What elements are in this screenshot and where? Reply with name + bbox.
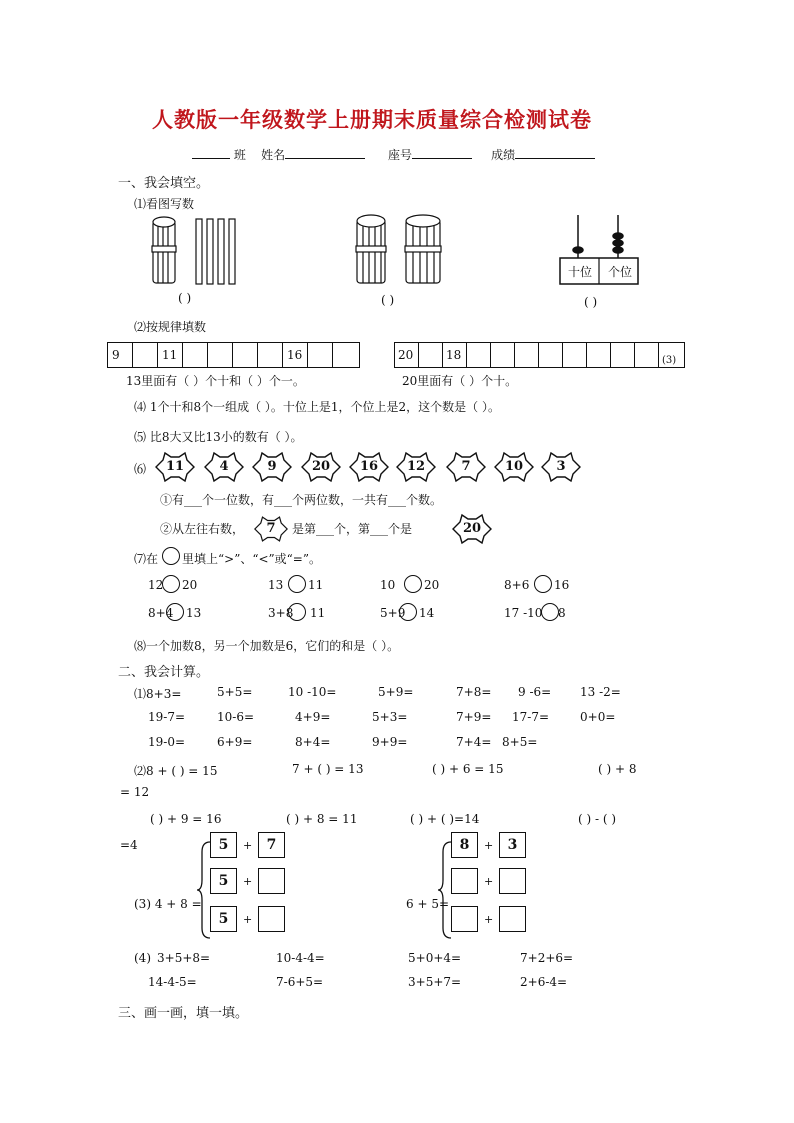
compare-right: 11 [310, 606, 326, 620]
seq1-cell[interactable] [133, 343, 158, 367]
calc-item[interactable]: 4+9= [295, 710, 331, 724]
fill-blank-equation[interactable]: ( ) + 8 [598, 762, 637, 776]
q6-line-b-mid: 是第___个，第___个是 [292, 522, 413, 536]
decompose-box: 5 [210, 906, 237, 932]
number-star-value: 20 [311, 459, 331, 474]
calc-item[interactable]: ⑴8+3= [134, 687, 182, 701]
number-star [349, 451, 389, 483]
compare-circle[interactable] [534, 575, 552, 593]
q1-answer-3[interactable]: ( ) [584, 295, 598, 309]
compare-right: 16 [554, 578, 570, 592]
decompose-box[interactable] [499, 906, 526, 932]
compare-right: 14 [419, 606, 435, 620]
plus-sign: + [243, 913, 253, 926]
number-star-value: 16 [359, 459, 379, 474]
fill-blank-equation[interactable]: ( ) + 6 = 15 [432, 762, 504, 776]
number-star [446, 451, 486, 483]
number-star [541, 451, 581, 483]
plus-sign: + [484, 839, 494, 852]
section-2-heading: 二、我会计算。 [118, 665, 210, 680]
calc-item[interactable]: 2+6-4= [520, 975, 568, 989]
q7-post: 里填上“>”、“<”或“=”。 [182, 552, 321, 566]
number-star [204, 451, 244, 483]
calc-item[interactable]: 0+0= [580, 710, 616, 724]
calc-item[interactable]: 10-6= [217, 710, 255, 724]
compare-left: 5+9 [380, 606, 406, 620]
calc-item[interactable]: 8+4= [295, 735, 331, 749]
calc-item[interactable]: 17-7= [512, 710, 550, 724]
stick-bundle-picture-2 [354, 210, 449, 288]
compare-left: 8+6 [504, 578, 530, 592]
student-info-line [192, 146, 595, 163]
compare-left: 13 [268, 578, 284, 592]
seq1-cell[interactable]: 9 [108, 343, 133, 367]
calc-item[interactable]: 10-4-4= [276, 951, 325, 965]
abacus-tens-label: 十位 [568, 265, 593, 279]
plus-sign: + [243, 839, 253, 852]
number-star-value: 11 [165, 459, 185, 474]
compare-circle[interactable] [166, 603, 184, 621]
q4-label: (4) [134, 951, 151, 965]
score-blank[interactable] [515, 146, 595, 159]
plus-sign: + [484, 875, 494, 888]
compare-circle[interactable] [162, 575, 180, 593]
q2-label: ⑵按规律填数 [134, 320, 207, 334]
number-star-value: 4 [219, 459, 229, 474]
page-title: 人教版一年级数学上册期末质量综合检测试卷 [152, 107, 592, 132]
q1-answer-1[interactable]: ( ) [178, 291, 192, 305]
decompose-box: 8 [451, 832, 478, 858]
calc-item[interactable]: 6+9= [217, 735, 253, 749]
number-star-value: 12 [406, 459, 426, 474]
q3-line-a: 13里面有（ ）个十和（ ）个一。 [126, 374, 305, 388]
calc-item[interactable]: 9 -6= [518, 685, 552, 699]
compare-circle[interactable] [404, 575, 422, 593]
compare-left: 17 -10 [504, 606, 543, 620]
q7-pre: ⑺在 [134, 552, 159, 566]
q6-line-b-pre: ②从左往右数， [160, 522, 245, 536]
class-label: 班 [233, 148, 246, 162]
q2-line2-wrap: =4 [120, 838, 138, 852]
calc-item[interactable]: 7+9= [456, 710, 492, 724]
seq1-cell[interactable] [308, 343, 333, 367]
calc-item[interactable]: 8+5= [502, 735, 538, 749]
q3-line-b: 20里面有（ ）个十。 [402, 374, 518, 388]
compare-right: 13 [186, 606, 202, 620]
decompose-box: 7 [258, 832, 285, 858]
seq1-cell[interactable] [258, 343, 283, 367]
number-star [301, 451, 341, 483]
seat-label: 座号 [388, 148, 413, 162]
decompose-box[interactable] [258, 868, 285, 894]
calc-item[interactable]: 3+5+8= [157, 951, 211, 965]
compare-circle[interactable] [288, 575, 306, 593]
decompose-box: 5 [210, 832, 237, 858]
calc-item[interactable]: 5+0+4= [408, 951, 462, 965]
q3-right-label: 6 + 5= [406, 897, 450, 911]
decompose-box[interactable] [451, 868, 478, 894]
seq2-cell[interactable] [611, 343, 635, 367]
star-badge-7-value: 7 [266, 521, 276, 536]
number-star [494, 451, 534, 483]
calc-item[interactable]: 13 -2= [580, 685, 621, 699]
seq1-cell[interactable] [333, 343, 359, 367]
compare-right: 8 [558, 606, 566, 620]
fill-blank-equation[interactable]: ( ) - ( ) [578, 812, 617, 826]
star-badge-7 [254, 513, 288, 545]
q7-example-circle [162, 547, 180, 565]
number-star [396, 451, 436, 483]
decompose-box[interactable] [258, 906, 285, 932]
abacus-ones-label: 个位 [608, 265, 633, 279]
seq2-cell[interactable] [563, 343, 587, 367]
compare-circle[interactable] [288, 603, 306, 621]
seq1-cell[interactable] [208, 343, 233, 367]
calc-item[interactable]: 19-7= [148, 710, 186, 724]
seq1-cell[interactable]: 11 [158, 343, 183, 367]
decompose-box: 5 [210, 868, 237, 894]
number-star-value: 9 [267, 459, 277, 474]
star-badge-20-value: 20 [462, 521, 482, 536]
seq2-cell[interactable] [419, 343, 443, 367]
compare-right: 20 [182, 578, 198, 592]
fill-blank-equation[interactable]: ( ) + ( )=14 [410, 812, 480, 826]
plus-sign: + [243, 875, 253, 888]
calc-item[interactable]: 5+3= [372, 710, 408, 724]
seq2-cell[interactable]: 20 [395, 343, 419, 367]
decompose-box[interactable] [451, 906, 478, 932]
compare-circle[interactable] [541, 603, 559, 621]
section-3-heading: 三、画一画，填一填。 [118, 1006, 249, 1021]
q3-marker: (3) [662, 355, 677, 366]
name-label: 姓名 [261, 148, 286, 162]
q1-label: ⑴看图写数 [134, 197, 195, 211]
q3-left-label: (3) 4 + 8 = [134, 897, 202, 911]
calc-item[interactable]: 9+9= [372, 735, 408, 749]
compare-right: 20 [424, 578, 440, 592]
q4-line: ⑷ 1个十和8个一组成（ ）。十位上是1，个位上是2，这个数是（ ）。 [134, 400, 500, 414]
number-star [155, 451, 195, 483]
score-label: 成绩 [491, 148, 516, 162]
number-star-value: 3 [556, 459, 566, 474]
decompose-box[interactable] [499, 868, 526, 894]
calc-item[interactable]: 7+4= [456, 735, 492, 749]
seq2-cell[interactable] [587, 343, 611, 367]
seat-blank[interactable] [412, 146, 472, 159]
compare-left: 8+4 [148, 606, 174, 620]
fill-blank-equation[interactable]: ( ) + 8 = 11 [286, 812, 358, 826]
fill-blank-equation[interactable]: ⑵8 + ( ) = 15 [134, 764, 218, 778]
compare-left: 3+8 [268, 606, 294, 620]
q1-answer-2[interactable]: ( ) [381, 293, 395, 307]
q2-line1-wrap: = 12 [120, 785, 150, 799]
calc-item[interactable]: 14-4-5= [148, 975, 197, 989]
name-blank[interactable] [285, 146, 365, 159]
seq2-cell[interactable] [491, 343, 515, 367]
fill-blank-equation[interactable]: 7 + ( ) = 13 [292, 762, 364, 776]
compare-circle[interactable] [399, 603, 417, 621]
seq2-cell[interactable] [467, 343, 491, 367]
number-star [252, 451, 292, 483]
calc-item[interactable]: 10 -10= [288, 685, 337, 699]
q6-line-a: ①有___个一位数，有___个两位数，一共有___个数。 [160, 493, 443, 507]
seq1-cell[interactable]: 16 [283, 343, 308, 367]
number-star-value: 7 [461, 459, 471, 474]
stick-bundle-picture-1 [150, 213, 255, 288]
q5-line: ⑸ 比8大又比13小的数有（ ）。 [134, 430, 303, 444]
seq2-cell[interactable] [539, 343, 563, 367]
seq1-cell[interactable] [233, 343, 258, 367]
section-1-heading: 一、我会填空。 [118, 176, 210, 191]
calc-item[interactable]: 5+5= [217, 685, 253, 699]
fill-blank-equation[interactable]: ( ) + 9 = 16 [150, 812, 222, 826]
seq2-cell[interactable] [515, 343, 539, 367]
calc-item[interactable]: 7+2+6= [520, 951, 574, 965]
compare-left: 12 [148, 578, 164, 592]
q8-line: ⑻一个加数8，另一个加数是6，它们的和是（ ）。 [134, 639, 400, 653]
calc-item[interactable]: 3+5+7= [408, 975, 462, 989]
sequence-row-1 [107, 342, 360, 368]
calc-item[interactable]: 5+9= [378, 685, 414, 699]
number-star-value: 10 [504, 459, 524, 474]
compare-right: 11 [308, 578, 324, 592]
sequence-row-2 [394, 342, 685, 368]
plus-sign: + [484, 913, 494, 926]
class-blank[interactable] [192, 146, 230, 159]
calc-item[interactable]: 7-6+5= [276, 975, 324, 989]
decompose-box: 3 [499, 832, 526, 858]
star-badge-20 [452, 513, 492, 545]
calc-item[interactable]: 7+8= [456, 685, 492, 699]
seq2-cell[interactable]: 18 [443, 343, 467, 367]
calc-item[interactable]: 19-0= [148, 735, 186, 749]
q6-label: ⑹ [134, 462, 147, 476]
seq2-cell[interactable] [635, 343, 659, 367]
seq1-cell[interactable] [183, 343, 208, 367]
compare-left: 10 [380, 578, 396, 592]
